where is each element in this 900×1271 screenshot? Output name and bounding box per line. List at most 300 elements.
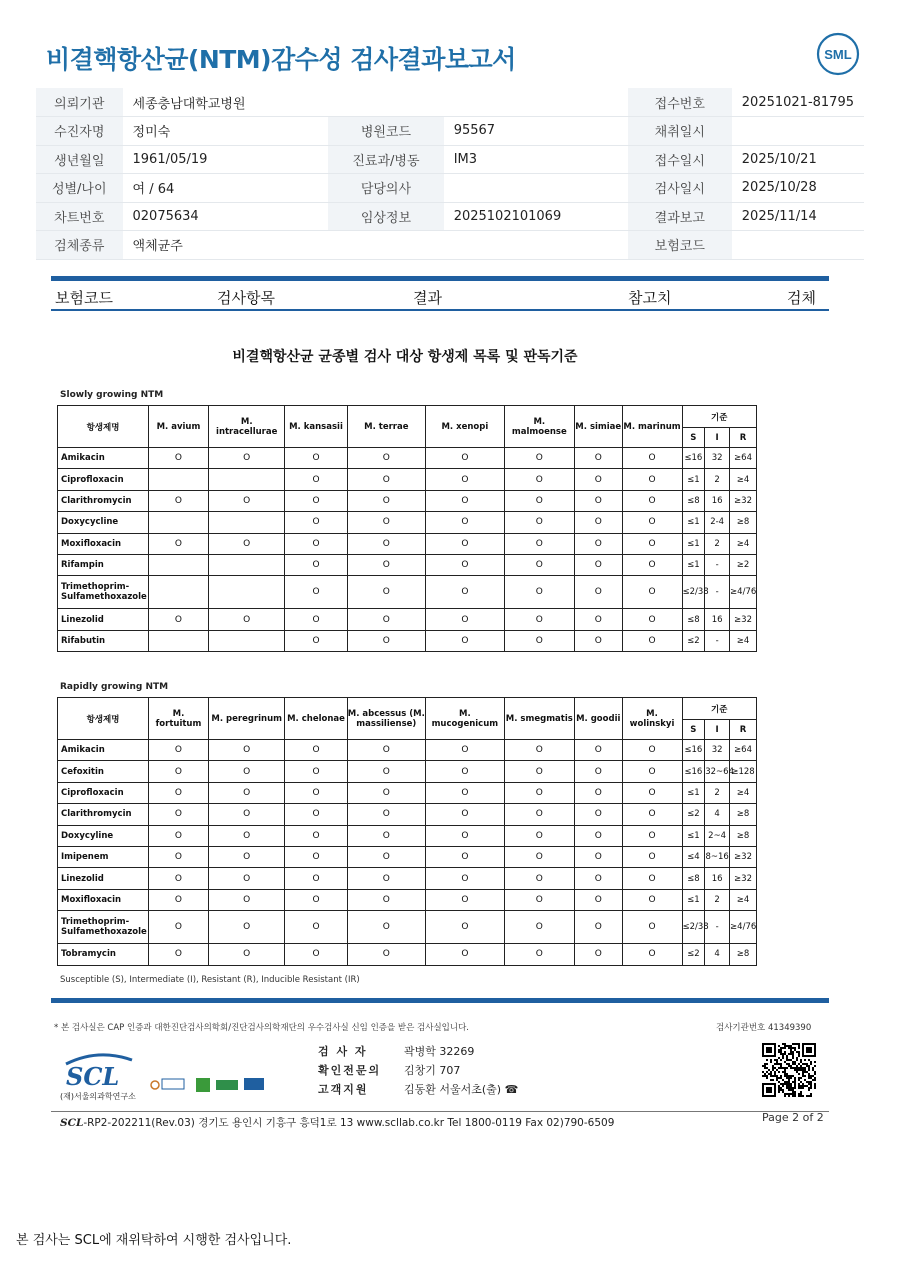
species-mark: O (285, 490, 347, 511)
criteria-i: 4 (705, 944, 730, 965)
criteria-r: ≥4/76 (730, 911, 757, 944)
species-mark: O (285, 889, 347, 910)
species-mark: O (622, 533, 682, 554)
criteria-s: ≤8 (682, 868, 705, 889)
species-mark: O (426, 490, 505, 511)
drug-name: Rifampin (58, 554, 149, 575)
species-mark: O (622, 846, 682, 867)
info-label: 채취일시 (628, 117, 732, 146)
info-label: 수진자명 (36, 117, 123, 146)
header-reference: 참고치 (628, 289, 672, 307)
species-mark: O (285, 761, 347, 782)
result-top-rule (51, 276, 829, 281)
table-row (58, 533, 757, 554)
info-gap (571, 174, 628, 203)
document-brand: SCL (60, 1117, 84, 1129)
species-header: M. kansasii (285, 406, 347, 448)
scl-logo (58, 1050, 140, 1102)
info-value: 2025/10/21 (732, 145, 864, 174)
species-header: M. peregrinum (208, 698, 285, 740)
species-mark: O (347, 469, 426, 490)
criteria-header: 기준 (682, 698, 757, 720)
species-mark: O (347, 868, 426, 889)
drug-name: Rifabutin (58, 630, 149, 651)
footer-rule (51, 1111, 829, 1112)
species-mark: O (504, 533, 574, 554)
criteria-r: ≥4 (730, 782, 757, 803)
info-gap (571, 145, 628, 174)
info-value (732, 231, 864, 260)
staff-name: 곽병학 32269 (404, 1045, 475, 1058)
sir-header: S (682, 720, 705, 740)
header-specimen: 검체 (787, 289, 816, 307)
species-mark (148, 576, 208, 609)
species-mark: O (426, 782, 505, 803)
criteria-s: ≤8 (682, 609, 705, 630)
species-mark: O (574, 889, 622, 910)
table-row (58, 469, 757, 490)
drug-name: Ciprofloxacin (58, 469, 149, 490)
species-mark: O (285, 804, 347, 825)
criteria-s: ≤1 (682, 512, 705, 533)
table-row (58, 944, 757, 965)
criteria-s: ≤1 (682, 533, 705, 554)
species-mark: O (208, 782, 285, 803)
species-mark: O (285, 630, 347, 651)
species-mark: O (347, 630, 426, 651)
species-mark: O (148, 740, 208, 761)
criteria-s: ≤1 (682, 889, 705, 910)
info-label: 생년월일 (36, 145, 123, 174)
info-label: 보험코드 (628, 231, 732, 260)
species-mark: O (622, 469, 682, 490)
table-row (58, 782, 757, 803)
species-mark: O (208, 911, 285, 944)
criteria-s: ≤1 (682, 825, 705, 846)
info-row (36, 88, 864, 117)
species-mark: O (574, 576, 622, 609)
species-mark: O (148, 533, 208, 554)
species-mark: O (426, 448, 505, 469)
info-row (36, 231, 864, 260)
criteria-s: ≤4 (682, 846, 705, 867)
staff-role: 검 사 자 (318, 1045, 368, 1058)
footer-top-rule (51, 998, 829, 1003)
species-mark: O (622, 761, 682, 782)
drug-name: Ciprofloxacin (58, 782, 149, 803)
table-row (58, 490, 757, 511)
species-mark: O (208, 804, 285, 825)
species-mark: O (574, 609, 622, 630)
species-mark: O (426, 944, 505, 965)
institution-number: 검사기관번호 41349390 (716, 1023, 812, 1033)
species-header: M. smegmatis (504, 698, 574, 740)
info-value: 정미숙 (123, 117, 272, 146)
info-row (36, 117, 864, 146)
info-row (36, 145, 864, 174)
certification-note: * 본 검사실은 CAP 인증과 대한진단검사의학회/진단검사의학재단의 우수검사실 신임 인증을 받은 검사실입니다. (54, 1023, 469, 1033)
criteria-r: ≥4 (730, 889, 757, 910)
sir-header: S (682, 428, 705, 448)
info-value: 2025/11/14 (732, 202, 864, 231)
species-mark: O (622, 889, 682, 910)
staff-name: 김동환 서울서초(출) ☎ (404, 1083, 519, 1096)
info-value: 액체균주 (123, 231, 628, 260)
species-mark: O (148, 889, 208, 910)
species-mark: O (426, 846, 505, 867)
criteria-i: 8~16 (705, 846, 730, 867)
info-label: 병원코드 (328, 117, 444, 146)
species-mark: O (285, 448, 347, 469)
staff-role: 고객지원 (318, 1083, 369, 1096)
criteria-i: 2 (705, 469, 730, 490)
species-header: M. fortuitum (148, 698, 208, 740)
species-mark: O (622, 911, 682, 944)
species-mark: O (622, 512, 682, 533)
species-mark: O (504, 576, 574, 609)
species-mark: O (574, 490, 622, 511)
criteria-i: - (705, 554, 730, 575)
info-value: 여 / 64 (123, 174, 272, 203)
species-mark: O (285, 469, 347, 490)
species-mark: O (208, 868, 285, 889)
species-mark: O (347, 512, 426, 533)
criteria-s: ≤8 (682, 490, 705, 511)
species-mark: O (285, 911, 347, 944)
species-mark: O (504, 554, 574, 575)
info-gap (571, 202, 628, 231)
info-label: 담당의사 (328, 174, 444, 203)
drug-name: Linezolid (58, 609, 149, 630)
header-result: 결과 (413, 289, 442, 307)
criteria-i: 32 (705, 740, 730, 761)
species-mark: O (347, 740, 426, 761)
info-row (36, 202, 864, 231)
info-label: 진료과/병동 (328, 145, 444, 174)
species-mark: O (208, 889, 285, 910)
result-header-rule (51, 309, 829, 311)
species-mark: O (574, 944, 622, 965)
info-gap (272, 174, 329, 203)
document-line (60, 1115, 614, 1130)
species-mark: O (504, 944, 574, 965)
species-mark (148, 554, 208, 575)
species-mark: O (622, 609, 682, 630)
species-mark: O (208, 846, 285, 867)
species-mark: O (504, 490, 574, 511)
table-row (58, 448, 757, 469)
criteria-i: 4 (705, 804, 730, 825)
info-row (36, 174, 864, 203)
criteria-s: ≤1 (682, 554, 705, 575)
species-mark: O (347, 889, 426, 910)
species-mark: O (285, 868, 347, 889)
species-mark (208, 630, 285, 651)
species-mark: O (285, 740, 347, 761)
species-mark: O (426, 554, 505, 575)
species-mark: O (504, 889, 574, 910)
species-mark: O (426, 630, 505, 651)
drug-name: Trimethoprim-Sulfamethoxazole (58, 576, 149, 609)
species-mark (208, 469, 285, 490)
slow-section-title: Slowly growing NTM (60, 390, 164, 400)
species-mark: O (622, 630, 682, 651)
species-mark: O (426, 740, 505, 761)
table-row (58, 911, 757, 944)
species-mark: O (285, 576, 347, 609)
species-mark: O (347, 911, 426, 944)
header-test-item: 검사항목 (217, 289, 275, 307)
species-mark: O (208, 740, 285, 761)
species-mark: O (504, 512, 574, 533)
species-header: M. intracellurae (208, 406, 285, 448)
species-mark: O (622, 740, 682, 761)
table-row (58, 825, 757, 846)
species-mark (148, 630, 208, 651)
species-header: M. terrae (347, 406, 426, 448)
species-mark: O (148, 782, 208, 803)
criteria-i: 16 (705, 490, 730, 511)
species-mark: O (208, 944, 285, 965)
criteria-r: ≥4/76 (730, 576, 757, 609)
table-row (58, 630, 757, 651)
report-title: 비결핵항산균(NTM)감수성 검사결과보고서 (46, 45, 516, 74)
criteria-i: 2 (705, 782, 730, 803)
species-mark: O (574, 448, 622, 469)
species-mark: O (504, 825, 574, 846)
info-gap (571, 117, 628, 146)
drug-name: Tobramycin (58, 944, 149, 965)
criteria-i: 2~4 (705, 825, 730, 846)
species-mark (208, 554, 285, 575)
species-mark: O (574, 868, 622, 889)
species-mark: O (347, 944, 426, 965)
info-label: 접수일시 (628, 145, 732, 174)
criteria-s: ≤16 (682, 761, 705, 782)
species-mark: O (347, 490, 426, 511)
species-mark: O (622, 448, 682, 469)
criteria-i: - (705, 630, 730, 651)
species-mark: O (426, 804, 505, 825)
species-mark: O (208, 490, 285, 511)
species-mark: O (347, 825, 426, 846)
species-mark: O (574, 846, 622, 867)
species-mark: O (148, 944, 208, 965)
criteria-r: ≥2 (730, 554, 757, 575)
sir-header: I (705, 428, 730, 448)
species-header: M. xenopi (426, 406, 505, 448)
scl-logo-text: SCL (66, 1062, 120, 1091)
criteria-r: ≥64 (730, 740, 757, 761)
species-mark: O (285, 533, 347, 554)
table-row (58, 512, 757, 533)
criteria-i: 16 (705, 609, 730, 630)
species-mark: O (208, 609, 285, 630)
drug-name: Doxycyline (58, 825, 149, 846)
criteria-s: ≤1 (682, 469, 705, 490)
species-mark: O (426, 533, 505, 554)
table-row (58, 846, 757, 867)
info-value: 20251021-81795 (732, 88, 864, 117)
criteria-s: ≤1 (682, 782, 705, 803)
species-mark: O (622, 782, 682, 803)
species-mark: O (622, 944, 682, 965)
criteria-i: 2-4 (705, 512, 730, 533)
criteria-r: ≥32 (730, 846, 757, 867)
drug-name: Moxifloxacin (58, 889, 149, 910)
species-mark: O (504, 846, 574, 867)
info-value (444, 174, 572, 203)
species-mark: O (285, 512, 347, 533)
species-mark: O (285, 825, 347, 846)
staff-name: 김창기 707 (404, 1064, 461, 1077)
species-mark: O (426, 512, 505, 533)
species-mark: O (148, 448, 208, 469)
species-mark: O (574, 554, 622, 575)
criteria-s: ≤16 (682, 740, 705, 761)
species-mark: O (426, 911, 505, 944)
sir-header: I (705, 720, 730, 740)
drug-name: Amikacin (58, 740, 149, 761)
info-value: 2025/10/28 (732, 174, 864, 203)
info-value: 02075634 (123, 202, 272, 231)
species-header: M. malmoense (504, 406, 574, 448)
species-mark: O (347, 804, 426, 825)
table-row (58, 554, 757, 575)
criteria-r: ≥32 (730, 490, 757, 511)
species-mark: O (574, 825, 622, 846)
rapid-growing-table (57, 697, 757, 966)
species-header: M. avium (148, 406, 208, 448)
slow-growing-table (57, 405, 757, 652)
species-mark: O (504, 804, 574, 825)
species-mark: O (148, 490, 208, 511)
species-mark: O (285, 944, 347, 965)
table-row (58, 868, 757, 889)
info-value: 2025102101069 (444, 202, 572, 231)
info-label: 차트번호 (36, 202, 123, 231)
species-mark: O (574, 782, 622, 803)
species-mark: O (574, 469, 622, 490)
info-label: 임상정보 (328, 202, 444, 231)
criteria-r: ≥4 (730, 469, 757, 490)
criteria-r: ≥32 (730, 609, 757, 630)
species-mark: O (574, 911, 622, 944)
species-mark: O (347, 761, 426, 782)
species-mark: O (148, 911, 208, 944)
species-mark: O (504, 630, 574, 651)
criteria-i: 32 (705, 448, 730, 469)
species-mark: O (574, 804, 622, 825)
table-row (58, 609, 757, 630)
species-mark (148, 469, 208, 490)
criteria-title: 비결핵항산균 균종별 검사 대상 항생제 목록 및 판독기준 (232, 349, 578, 365)
rapid-section-title: Rapidly growing NTM (60, 682, 169, 692)
species-mark: O (504, 868, 574, 889)
criteria-s: ≤2 (682, 630, 705, 651)
species-mark: O (347, 609, 426, 630)
species-mark: O (622, 490, 682, 511)
species-mark: O (622, 868, 682, 889)
species-mark: O (574, 761, 622, 782)
species-mark (208, 576, 285, 609)
criteria-i: 2 (705, 889, 730, 910)
info-value: 95567 (444, 117, 572, 146)
info-value: IM3 (444, 145, 572, 174)
info-label: 성별/나이 (36, 174, 123, 203)
species-mark: O (347, 576, 426, 609)
species-mark: O (504, 911, 574, 944)
criteria-r: ≥128 (730, 761, 757, 782)
species-mark: O (426, 469, 505, 490)
drug-name: Doxycycline (58, 512, 149, 533)
table-row (58, 804, 757, 825)
species-header: M. wolinskyi (622, 698, 682, 740)
page-number: Page 2 of 2 (762, 1111, 824, 1124)
criteria-r: ≥64 (730, 448, 757, 469)
species-mark: O (574, 533, 622, 554)
species-header: M. goodii (574, 698, 622, 740)
species-mark: O (622, 825, 682, 846)
species-mark: O (504, 782, 574, 803)
species-mark: O (148, 825, 208, 846)
criteria-r: ≥8 (730, 512, 757, 533)
table-row (58, 740, 757, 761)
criteria-i: - (705, 911, 730, 944)
criteria-r: ≥8 (730, 804, 757, 825)
info-gap (272, 145, 329, 174)
criteria-header: 기준 (682, 406, 757, 428)
species-mark: O (148, 868, 208, 889)
info-label: 검체종류 (36, 231, 123, 260)
info-value: 1961/05/19 (123, 145, 272, 174)
info-label: 접수번호 (628, 88, 732, 117)
drug-name: Moxifloxacin (58, 533, 149, 554)
header-insurance-code: 보험코드 (55, 289, 113, 307)
staff-row (318, 1080, 518, 1099)
species-header: M. simiae (574, 406, 622, 448)
species-mark: O (622, 554, 682, 575)
species-mark: O (504, 448, 574, 469)
document-code: -RP2-202211(Rev.03) 경기도 용인시 기흥구 흥덕1로 13 www.scllab.co.kr Tel 1800-0119 Fax 02)790-6509 (83, 1117, 615, 1129)
species-mark: O (208, 825, 285, 846)
accreditation-logos (150, 1076, 270, 1096)
criteria-i: - (705, 576, 730, 609)
species-header: M. abcessus (M. massiliense) (347, 698, 426, 740)
species-mark: O (208, 761, 285, 782)
species-header: M. marinum (622, 406, 682, 448)
drug-name: Linezolid (58, 868, 149, 889)
sml-logo (816, 32, 860, 76)
species-mark: O (426, 761, 505, 782)
species-mark (148, 512, 208, 533)
outsourcing-note: 본 검사는 SCL에 재위탁하여 시행한 검사입니다. (16, 1233, 292, 1248)
species-header: M. mucogenicum (426, 698, 505, 740)
drug-name: Clarithromycin (58, 804, 149, 825)
criteria-s: ≤2 (682, 944, 705, 965)
species-mark: O (148, 846, 208, 867)
species-mark: O (285, 782, 347, 803)
species-mark: O (208, 533, 285, 554)
criteria-s: ≤2/38 (682, 576, 705, 609)
sir-header: R (730, 428, 757, 448)
species-mark: O (285, 554, 347, 575)
criteria-s: ≤2 (682, 804, 705, 825)
criteria-i: 32~64 (705, 761, 730, 782)
sml-logo-text: SML (824, 47, 852, 62)
criteria-r: ≥8 (730, 825, 757, 846)
table-row (58, 576, 757, 609)
